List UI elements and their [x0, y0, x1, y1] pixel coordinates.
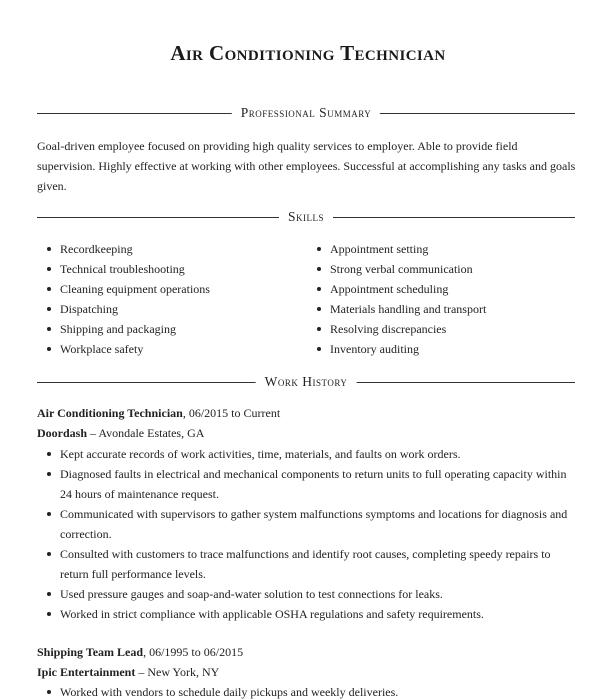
section-header-summary — [37, 105, 575, 121]
skill-item: Appointment setting — [308, 239, 486, 259]
section-title: Work History — [256, 374, 357, 390]
company-line — [37, 662, 219, 682]
duty-item: Worked with vendors to schedule daily pickups and weekly deliveries. — [38, 682, 578, 700]
skill-item: Dispatching — [38, 299, 210, 319]
job-dates: , 06/1995 to 06/2015 — [143, 645, 244, 659]
skill-item: Inventory auditing — [308, 339, 486, 359]
skill-item: Resolving discrepancies — [308, 319, 486, 339]
duty-item: Kept accurate records of work activities, time, materials, and faults on work orders. — [38, 444, 578, 464]
job-title-line — [37, 642, 243, 662]
company-location: – Avondale Estates, GA — [87, 426, 205, 440]
skill-item: Cleaning equipment operations — [38, 279, 210, 299]
skill-item: Recordkeeping — [38, 239, 210, 259]
job-title: Shipping Team Lead — [37, 645, 144, 659]
duty-item: Used pressure gauges and soap-and-water solution to test connections for leaks. — [38, 584, 578, 604]
company-name: Doordash — [37, 426, 88, 440]
section-title: Professional Summary — [232, 105, 380, 121]
skills-list-left — [38, 239, 210, 359]
skills-list-right — [308, 239, 486, 359]
job-title: Air Conditioning Technician — [37, 406, 183, 420]
company-location: – New York, NY — [135, 665, 220, 679]
skill-item: Shipping and packaging — [38, 319, 210, 339]
duty-item: Communicated with supervisors to gather system malfunctions symptoms and locations for diagnosis and correction. — [38, 504, 578, 544]
skill-item: Workplace safety — [38, 339, 210, 359]
skill-item: Strong verbal communication — [308, 259, 486, 279]
duty-item: Diagnosed faults in electrical and mechanical components to return units to full operating capacity within 24 hours of maintenance request. — [38, 464, 578, 504]
skill-item: Technical troubleshooting — [38, 259, 210, 279]
job-title-line — [37, 403, 280, 423]
company-line — [37, 423, 204, 443]
company-name: Ipic Entertainment — [37, 665, 136, 679]
job-dates: , 06/2015 to Current — [182, 406, 281, 420]
duty-item: Consulted with customers to trace malfunctions and identify root causes, completing speedy repairs to return full performance levels. — [38, 544, 578, 584]
skill-item: Appointment scheduling — [308, 279, 486, 299]
summary-text: Goal-driven employee focused on providing high quality services to employer. Able to provide field supervision. Highly effective at working with other employees. Successful at accomplishing any tasks and goals given. — [37, 139, 576, 193]
resume-name: Air Conditioning Technician — [170, 41, 446, 65]
section-header-work-history — [37, 374, 575, 390]
job-duties-list — [38, 444, 578, 624]
skill-item: Materials handling and transport — [308, 299, 486, 319]
job-duties-list — [38, 682, 578, 700]
section-title: Skills — [279, 209, 333, 225]
duty-item: Worked in strict compliance with applicable OSHA regulations and safety requirements. — [38, 604, 578, 624]
section-header-skills — [37, 209, 575, 225]
